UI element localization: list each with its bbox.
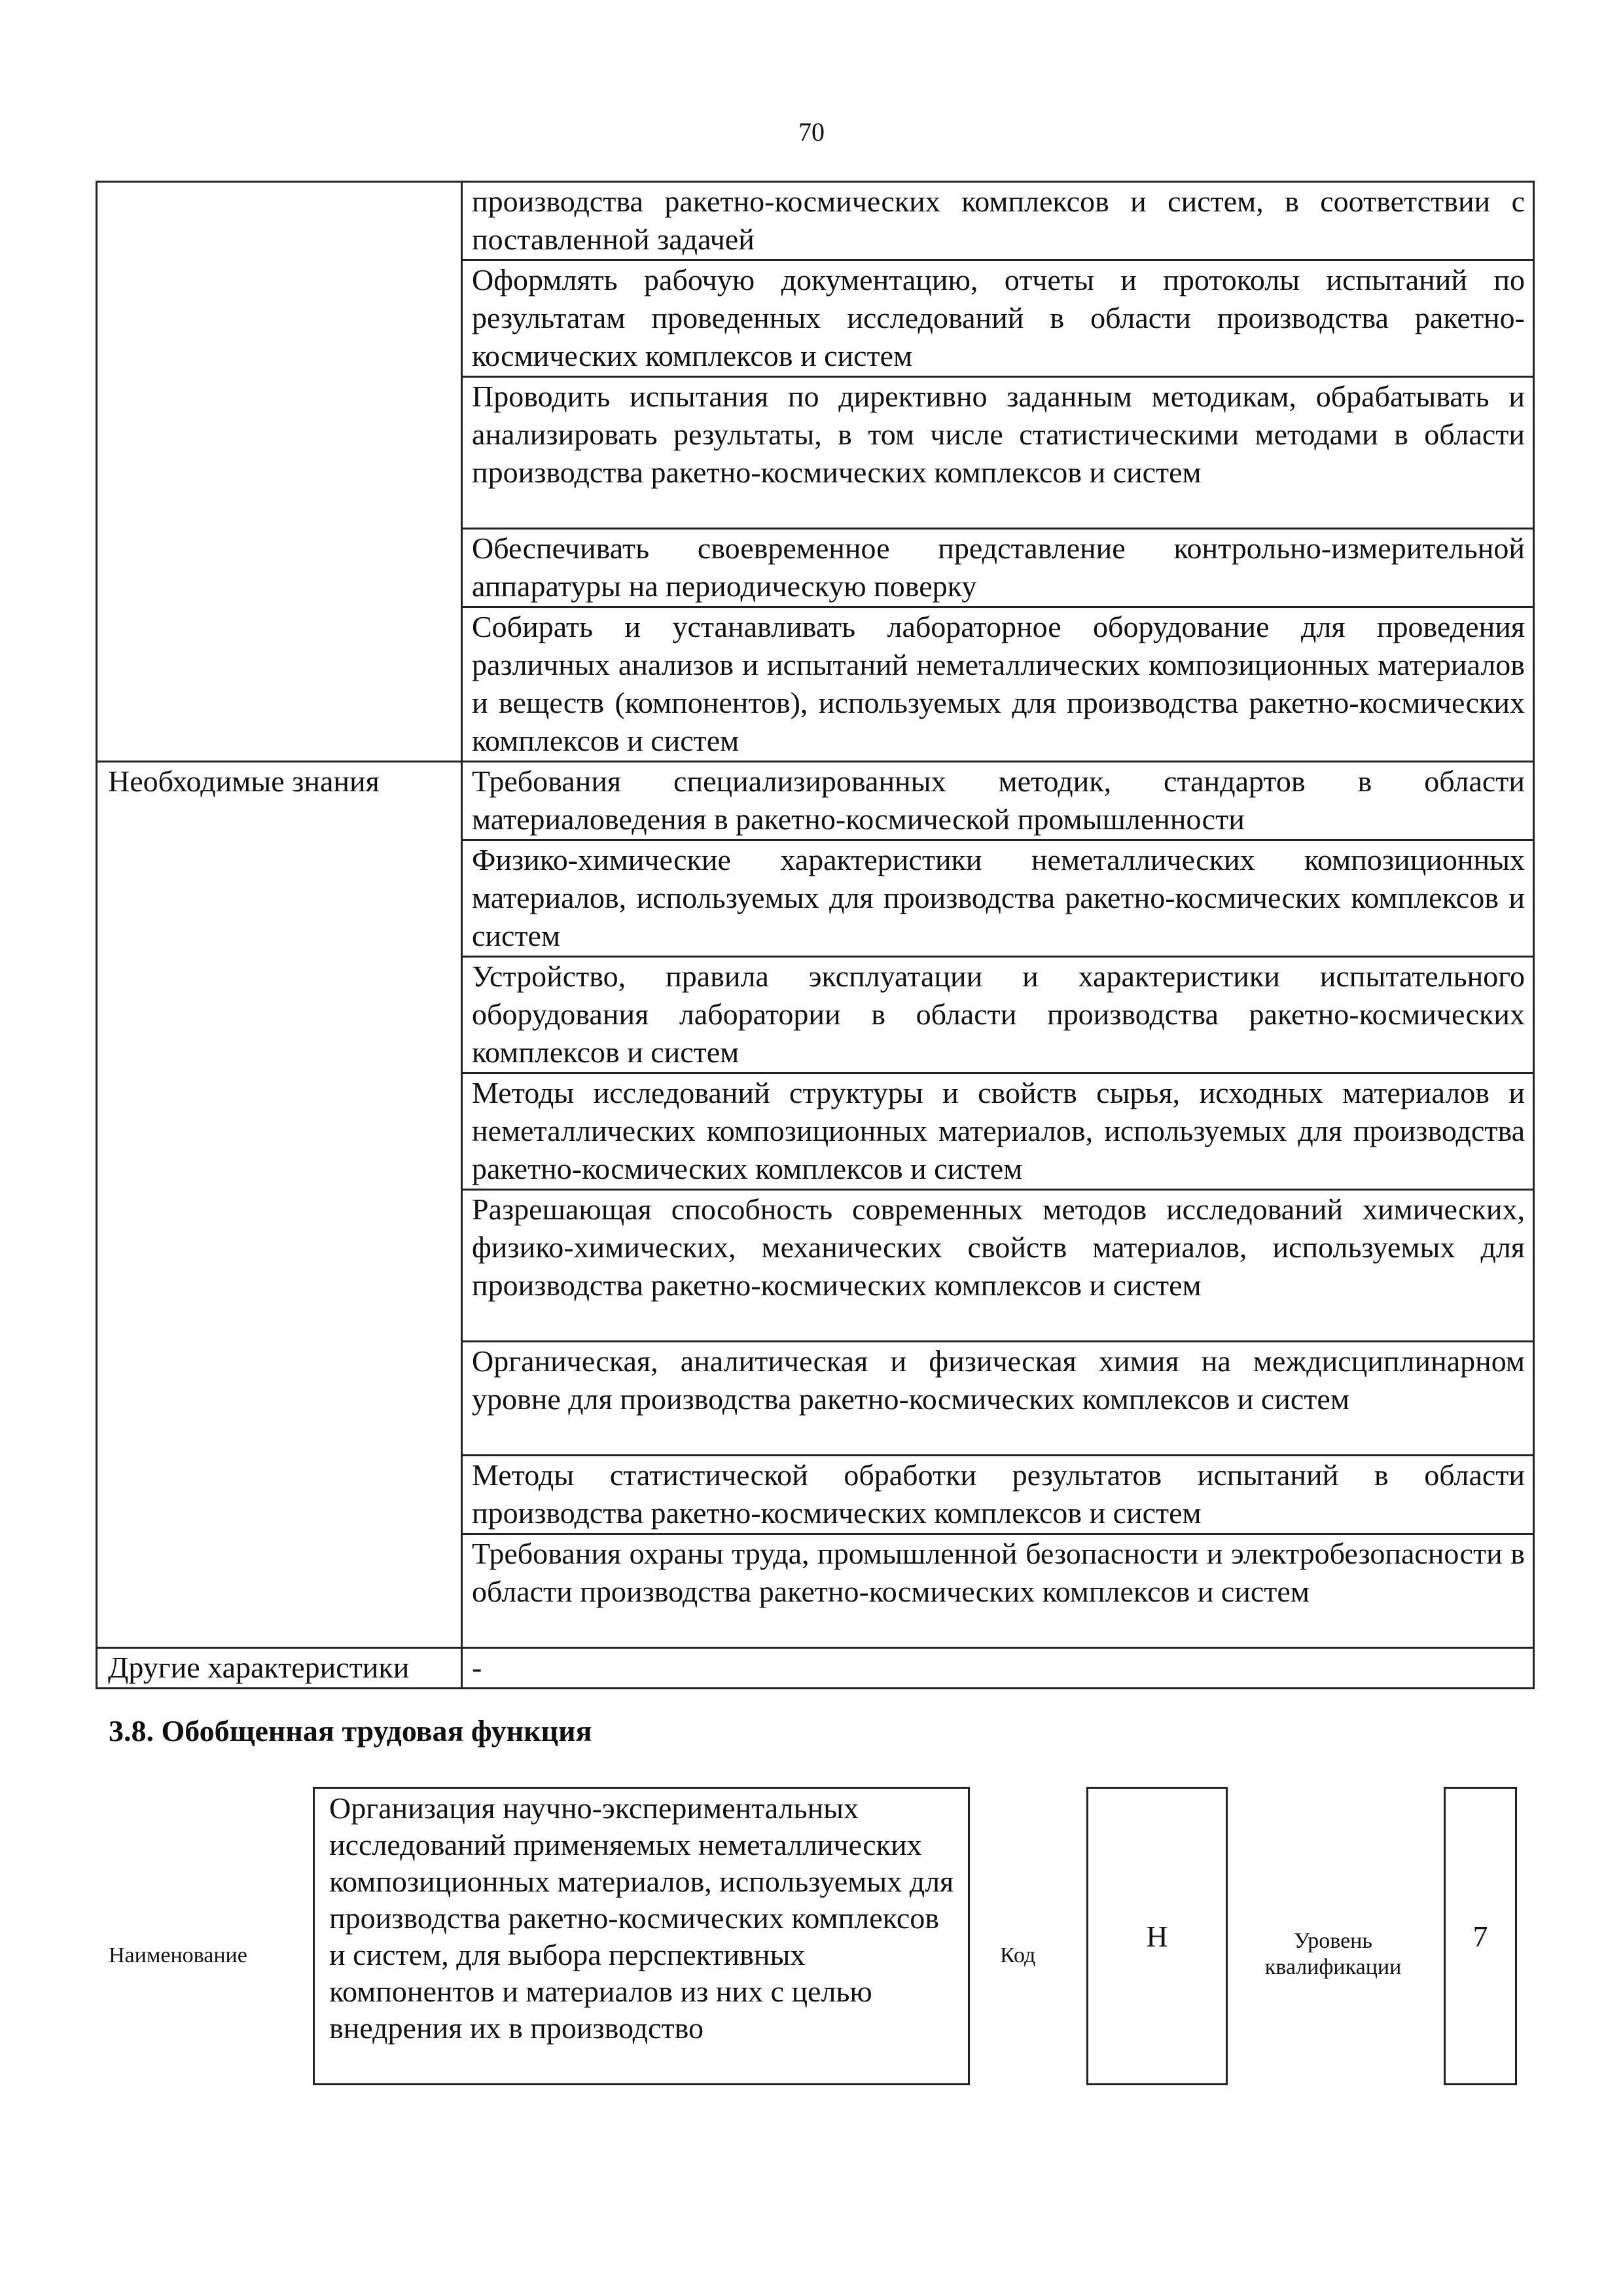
row-text: Физико-химические характеристики неметаллических композиционных материалов, используемых для производства ракетно-космических комплексов и систем xyxy=(462,840,1534,957)
table-row xyxy=(97,1648,1534,1689)
row-text: Требования охраны труда, промышленной безопасности и электробезопасности в области производства ракетно-космических комплексов и систем xyxy=(462,1534,1534,1648)
row-text: Проводить испытания по директивно заданным методикам, обрабатывать и анализировать результаты, в том числе статистическими методами в области производства ракетно-космических комплексов и систем xyxy=(462,377,1534,529)
level-label: Уровень квалификации xyxy=(1264,1929,1402,1979)
table-row xyxy=(97,762,1534,840)
section-title: 3.8. Обобщенная трудовая функция xyxy=(109,1714,592,1748)
row-text: Методы статистической обработки результатов испытаний в области производства ракетно-космических комплексов и систем xyxy=(462,1456,1534,1534)
row-label-knowledge: Необходимые знания xyxy=(97,762,462,1648)
row-text: Разрешающая способность современных методов исследований химических, физико-химических, механических свойств материалов, используемых для производства ракетно-космических комплексов и систем xyxy=(462,1190,1534,1342)
row-text: производства ракетно-космических комплексов и систем, в соответствии с поставленной задачей xyxy=(462,182,1534,260)
row-text: Требования специализированных методик, стандартов в области материаловедения в ракетно-космической промышленности xyxy=(462,762,1534,840)
row-label xyxy=(97,182,462,762)
level-value: 7 xyxy=(1444,1787,1517,2085)
row-text: Оформлять рабочую документацию, отчеты и протоколы испытаний по результатам проведенных исследований в области производства ракетно-космических комплексов и систем xyxy=(462,260,1534,377)
table-row xyxy=(97,182,1534,260)
row-text: Методы исследований структуры и свойств сырья, исходных материалов и неметаллических композиционных материалов, используемых для производства ракетно-космических комплексов и систем xyxy=(462,1073,1534,1190)
row-text: Собирать и устанавливать лабораторное оборудование для проведения различных анализов и испытаний неметаллических композиционных материалов и веществ (компонентов), используемых для производства ракетно-космических комплексов и систем xyxy=(462,607,1534,762)
code-label: Код xyxy=(1000,1943,1036,1967)
row-text: Устройство, правила эксплуатации и характеристики испытательного оборудования лаборатории в области производства ракетно-космических комплексов и систем xyxy=(462,957,1534,1073)
name-value: Организация научно-экспериментальных исследований применяемых неметаллических композиционных материалов, используемых для производства ракетно-космических комплексов и систем, для выбора перспективных компонентов и материалов из них с целью внедрения их в производство xyxy=(313,1787,970,2085)
page-number: 70 xyxy=(798,117,825,147)
row-label-other: Другие характеристики xyxy=(97,1648,462,1689)
name-label: Наименование xyxy=(109,1943,247,1967)
knowledge-table xyxy=(96,181,1535,1689)
row-text: Органическая, аналитическая и физическая химия на междисциплинарном уровне для производства ракетно-космических комплексов и систем xyxy=(462,1342,1534,1456)
row-text: - xyxy=(462,1648,1534,1689)
code-value: H xyxy=(1086,1787,1228,2085)
row-text: Обеспечивать своевременное представление контрольно-измерительной аппаратуры на периодическую поверку xyxy=(462,529,1534,607)
